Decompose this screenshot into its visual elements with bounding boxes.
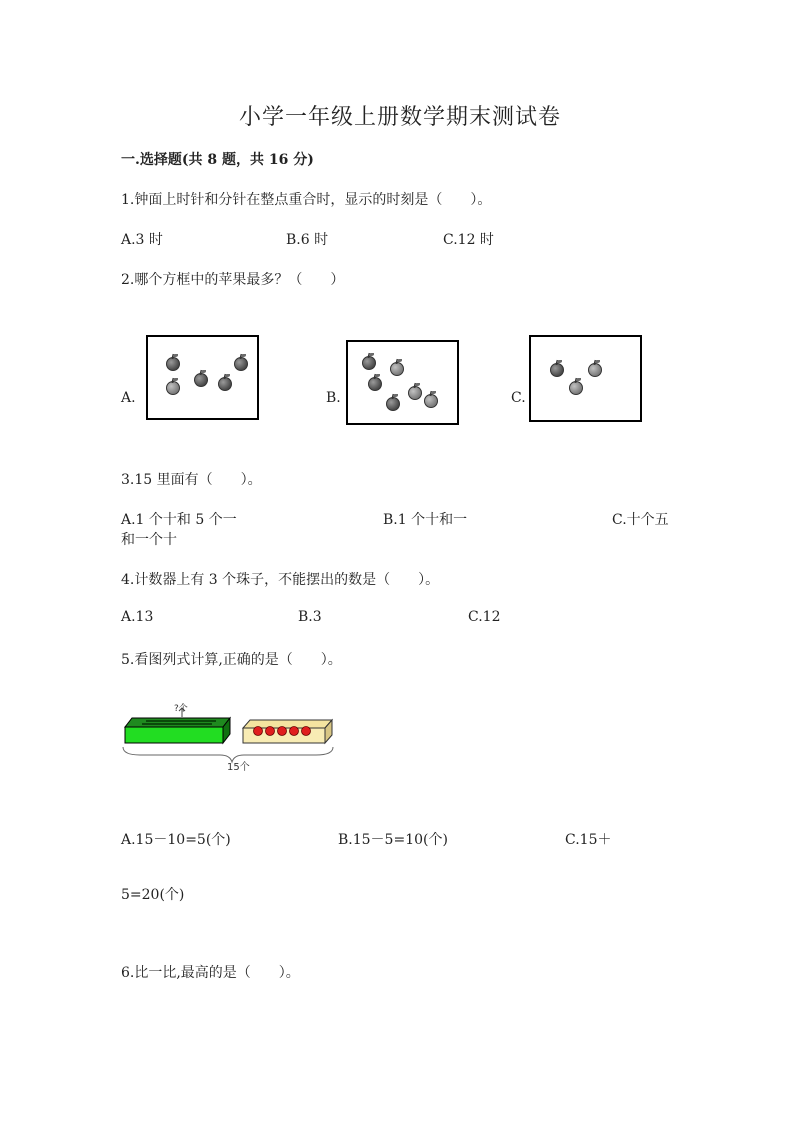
question-5-text: 5.看图列式计算,正确的是（ ）。 (121, 652, 342, 668)
apple-box-c (529, 335, 642, 422)
question-1-option-c: C.12 时 (443, 232, 494, 248)
question-3-option-c: C.十个五 (612, 512, 669, 528)
question-2-option-a: A. (121, 390, 136, 406)
page-title: 小学一年级上册数学期末测试卷 (238, 105, 561, 130)
figure-top-label: ?个 (174, 704, 188, 714)
apple-icon (550, 363, 564, 377)
ten-frame-figure (120, 700, 340, 775)
question-5-option-a: A.15－10=5(个) (121, 832, 231, 848)
apple-icon (234, 357, 248, 371)
question-4-option-b: B.3 (298, 609, 322, 625)
question-6-text: 6.比一比,最高的是（ ）。 (121, 965, 300, 981)
question-2-option-b: B. (326, 390, 341, 406)
question-2-text: 2.哪个方框中的苹果最多？（ ） (121, 272, 345, 288)
apple-icon (408, 386, 422, 400)
apple-icon (362, 356, 376, 370)
question-3-option-a: A.1 个十和 5 个一 (121, 512, 237, 528)
question-3-option-c-continued: 和一个十 (121, 532, 177, 548)
question-1-option-b: B.6 时 (286, 232, 329, 248)
question-5-option-b: B.15－5=10(个) (338, 832, 448, 848)
question-5-option-c-continued: 5=20(个) (121, 887, 185, 903)
apple-icon (386, 397, 400, 411)
apple-icon (368, 377, 382, 391)
question-4-text: 4.计数器上有 3 个珠子，不能摆出的数是（ ）。 (121, 572, 440, 588)
question-4-option-c: C.12 (468, 609, 501, 625)
apple-icon (218, 377, 232, 391)
question-3-option-b: B.1 个十和一 (383, 512, 468, 528)
apple-icon (166, 381, 180, 395)
apple-icon (588, 363, 602, 377)
figure-bottom-label: 15个 (227, 762, 250, 773)
question-4-option-a: A.13 (121, 609, 154, 625)
question-2-option-c: C. (511, 390, 526, 406)
question-1-text: 1.钟面上时针和分针在整点重合时，显示的时刻是（ ）。 (121, 192, 492, 208)
apple-icon (194, 373, 208, 387)
apple-box-a (146, 335, 259, 420)
question-1-option-a: A.3 时 (121, 232, 163, 248)
question-5-option-c: C.15＋ (565, 832, 612, 848)
apple-icon (569, 381, 583, 395)
apple-box-b (346, 340, 459, 425)
apple-icon (166, 357, 180, 371)
apple-icon (390, 362, 404, 376)
question-3-text: 3.15 里面有（ ）。 (121, 472, 262, 488)
section-heading: 一.选择题(共 8 题，共 16 分) (121, 152, 314, 168)
apple-icon (424, 394, 438, 408)
